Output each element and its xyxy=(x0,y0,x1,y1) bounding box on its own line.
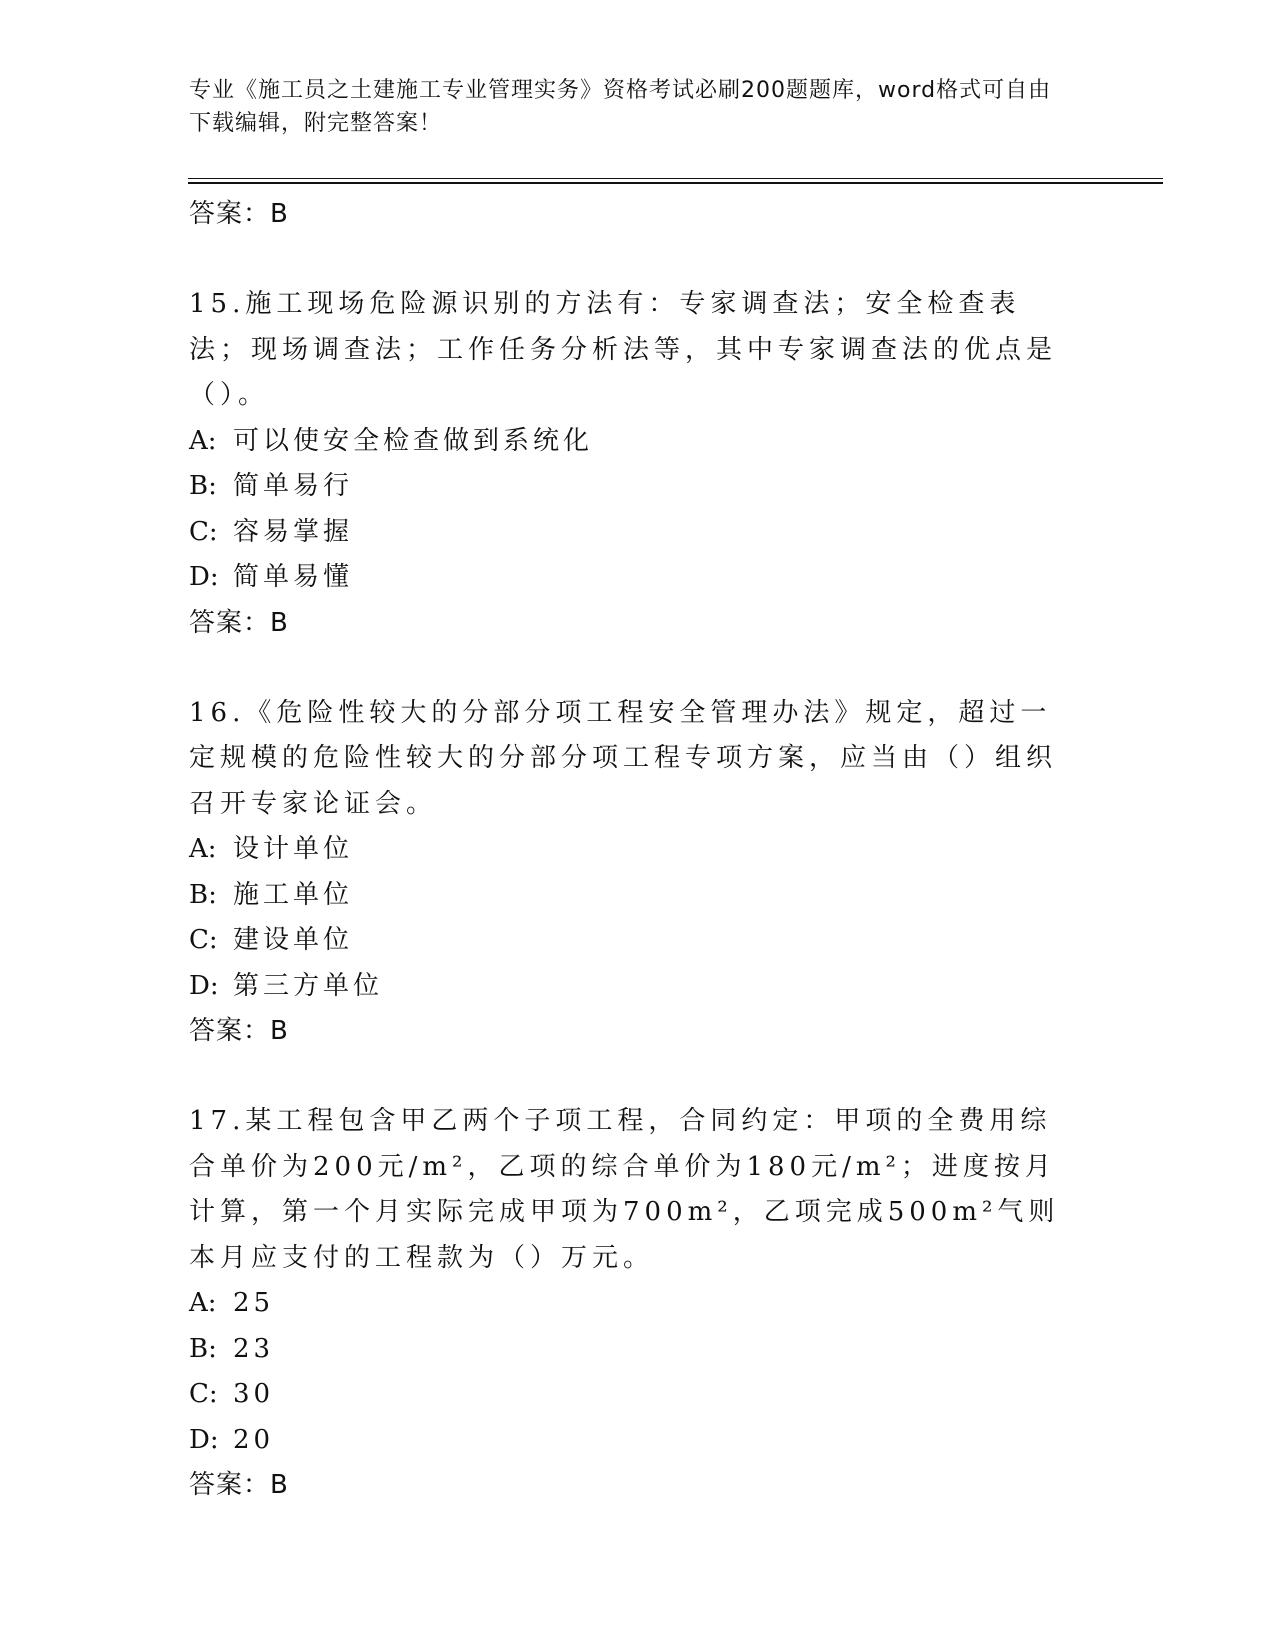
question-16 xyxy=(189,691,1089,1054)
previous-answer: 答案：B xyxy=(189,199,289,229)
option-key: C: xyxy=(189,1379,218,1409)
option-c xyxy=(189,918,1089,964)
question-17 xyxy=(189,1099,1089,1507)
option-a xyxy=(189,1281,1089,1327)
option-text: 25 xyxy=(233,1288,275,1318)
header-rule-thin xyxy=(188,178,1163,179)
option-text: 30 xyxy=(233,1379,275,1409)
option-key: A: xyxy=(189,425,217,456)
option-key: A: xyxy=(189,1288,217,1318)
option-key: D: xyxy=(189,562,219,592)
option-a xyxy=(189,419,1089,465)
question-list xyxy=(189,192,1089,1507)
option-d xyxy=(189,555,1089,601)
option-b xyxy=(189,873,1089,919)
option-text: 可以使安全检查做到系统化 xyxy=(233,425,594,456)
question-15 xyxy=(189,282,1089,645)
option-text: 建设单位 xyxy=(233,925,354,955)
option-c xyxy=(189,510,1089,556)
option-key: B: xyxy=(189,471,217,501)
option-b xyxy=(189,1327,1089,1373)
option-d xyxy=(189,964,1089,1010)
header-rule-thick xyxy=(188,182,1163,184)
question-answer: 答案：B xyxy=(189,607,289,638)
option-key: D: xyxy=(189,1424,219,1455)
option-text: 施工单位 xyxy=(233,879,354,910)
option-text: 简单易行 xyxy=(233,471,354,501)
option-a xyxy=(189,827,1089,873)
option-text: 简单易懂 xyxy=(233,562,354,592)
option-key: C: xyxy=(189,925,218,955)
option-c xyxy=(189,1372,1089,1418)
question-stem: 16.《危险性较大的分部分项工程安全管理办法》规定，超过一定规模的危险性较大的分部分项工程专项方案，应当由（）组织召开专家论证会。 xyxy=(189,697,1058,819)
option-text: 设计单位 xyxy=(233,834,354,864)
question-stem: 17.某工程包含甲乙两个子项工程，合同约定：甲项的全费用综合单价为200元/m²，乙项的综合单价为180元/m²；进度按月计算，第一个月实际完成甲项为700m²，乙项完成500m²气则本月应支付的工程款为（）万元。 xyxy=(189,1106,1060,1273)
option-d xyxy=(189,1418,1089,1464)
document-header: 专业《施工员之土建施工专业管理实务》资格考试必刷200题题库，word格式可自由下载编辑，附完整答案！ xyxy=(189,78,1052,136)
option-b xyxy=(189,464,1089,510)
option-text: 20 xyxy=(233,1424,275,1455)
option-key: B: xyxy=(189,879,217,910)
option-key: C: xyxy=(189,516,218,547)
option-text: 容易掌握 xyxy=(233,516,354,547)
question-answer: 答案：B xyxy=(189,1016,289,1046)
option-text: 第三方单位 xyxy=(233,970,384,1001)
option-key: A: xyxy=(189,834,217,864)
option-key: D: xyxy=(189,970,219,1001)
option-key: B: xyxy=(189,1333,217,1364)
question-answer: 答案：B xyxy=(189,1470,289,1500)
question-stem: 15.施工现场危险源识别的方法有：专家调查法；安全检查表法；现场调查法；工作任务分析法等，其中专家调查法的优点是（）。 xyxy=(189,289,1058,410)
option-text: 23 xyxy=(233,1333,275,1364)
